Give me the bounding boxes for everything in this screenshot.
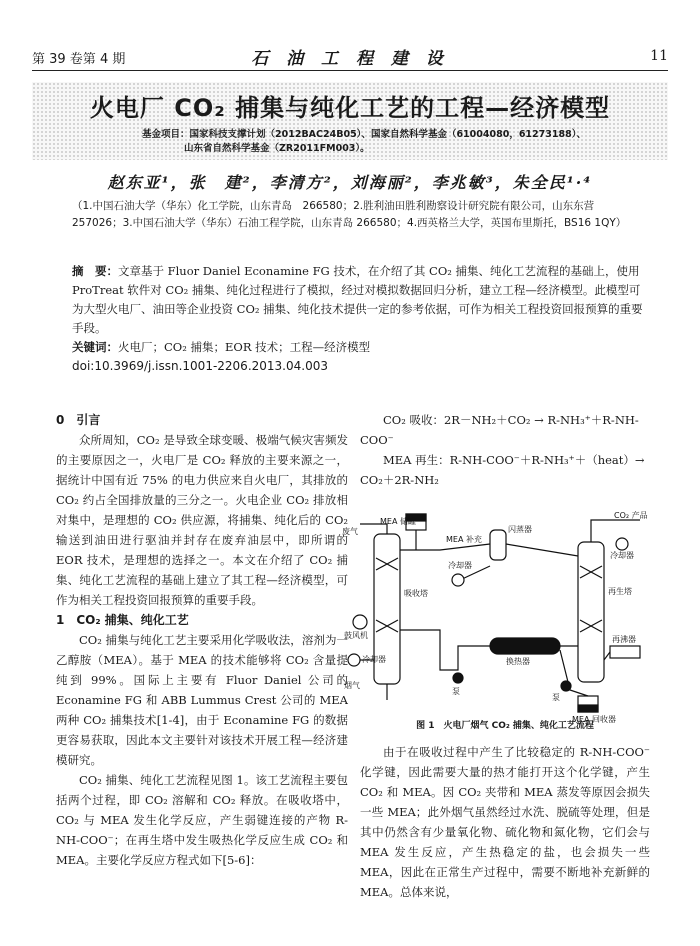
- funding-line-1: 基金项目：国家科技支撑计划（2012BAC24B05）、国家自然科学基金（61004080，61273188）、: [142, 129, 586, 140]
- regenerator-column: [578, 542, 604, 682]
- funding-line-2: 山东省自然科学基金（ZR2011FM003）。: [184, 143, 370, 154]
- affiliations: [72, 198, 650, 232]
- abstract-block: [72, 262, 648, 376]
- cooler-top: [616, 538, 628, 550]
- pump-2: [561, 681, 571, 691]
- label-co2-product: CO₂ 产品: [614, 511, 648, 520]
- equation-absorption: CO₂ 吸收：2R－NH₂＋CO₂ → R-NH₃⁺＋R-NH-COO⁻: [360, 413, 639, 447]
- page-header: [32, 44, 668, 71]
- cooler-left: [348, 654, 360, 666]
- abstract-label: 摘 要：: [72, 264, 118, 278]
- process-flow-diagram: [340, 510, 660, 725]
- label-cooler-top: 冷却器: [610, 551, 634, 560]
- journal-name: 石 油 工 程 建 设: [251, 49, 449, 69]
- affiliation-line-1: （1.中国石油大学（华东）化工学院，山东青岛 266580；2.胜利油田胜利勘察设计研究院有限公司，山东东营: [72, 200, 595, 212]
- label-pump-2: 泵: [552, 693, 560, 702]
- reboiler: [610, 646, 640, 658]
- abstract-text: 文章基于 Fluor Daniel Econamine FG 技术，在介绍了其 CO₂ 捕集、纯化工艺流程的基础上，使用 ProTreat 软件对 CO₂ 捕集、纯化过程进行了模拟，经过对模拟数据回归分析，建立工程—经济模型。此模型可为大型火电厂、油田等企业投资 CO₂ 捕集、纯化技术提供一定的参考依据，可作为相关工程投资回报预算的重要手段。: [72, 264, 643, 335]
- label-heat-exchanger: 换热器: [506, 657, 530, 666]
- section-1-paragraph-1: CO₂ 捕集与纯化工艺主要采用化学吸收法，溶剂为一乙醇胺（MEA）。基于 MEA 的技术能够将 CO₂ 含量提纯到 99%。国际上主要有 Fluor Daniel 公司的 Econamine FG 和 ABB Lummus Crest 公司的 MEA 两种 CO₂ 捕集技术[1-4]，由于 Econamine FG 的数据更容易获取，因此本文主要针对该技术开展工程—经济建模研究。: [56, 633, 348, 767]
- cooler-mid: [452, 574, 464, 586]
- title-block: [32, 82, 668, 160]
- abstract: [72, 262, 648, 338]
- keywords-label: 关键词：: [72, 340, 118, 354]
- label-cooler-left: 冷却器: [362, 655, 386, 664]
- page-number: 11: [650, 48, 668, 64]
- label-flash-tank: 闪蒸器: [508, 525, 532, 534]
- doi: doi:10.3969/j.issn.1001-2206.2013.04.003: [72, 359, 328, 373]
- journal-volume: 第 39 卷第 4 期: [32, 52, 126, 67]
- right-column-top: [360, 410, 650, 490]
- heat-exchanger: [490, 638, 560, 654]
- blower: [353, 615, 367, 629]
- label-cooler-mid: 冷却器: [448, 561, 472, 570]
- label-flue-gas: 烟气: [344, 681, 360, 690]
- keywords: [72, 338, 648, 357]
- label-mea-recovery: MEA 回收器: [572, 715, 616, 724]
- label-reboiler: 再沸器: [612, 635, 636, 644]
- label-mea-makeup: MEA 补充: [446, 535, 482, 544]
- right-paragraph: 由于在吸收过程中产生了比较稳定的 R-NH-COO⁻ 化学键，因此需要大量的热才能打开这个化学键，产生 CO₂ 和 MEA。因 CO₂ 夹带和 MEA 蒸发等原因会损失一些 MEA；此外烟气虽然经过水洗、脱硫等处理，但是其中仍然含有少量氧化物、硫化物和氮化物，它们会与 MEA 发生反应，产生热稳定的盐，也会损失一些 MEA，因此在正常生产过程中，需要不断地补充新鲜的 MEA。总体来说，: [360, 745, 650, 899]
- keywords-text: 火电厂；CO₂ 捕集；EOR 技术；工程—经济模型: [118, 340, 371, 354]
- figure-caption: 图 1 火电厂烟气 CO₂ 捕集、纯化工艺流程: [416, 721, 594, 731]
- label-blower: 鼓风机: [344, 631, 368, 640]
- label-waste-gas: 废气: [342, 527, 358, 536]
- flash-tank: [490, 530, 506, 560]
- label-absorber: 吸收塔: [404, 589, 428, 598]
- paper-title: 火电厂 CO₂ 捕集与纯化工艺的工程—经济模型: [89, 94, 611, 122]
- label-mea-tank: MEA 储罐: [380, 517, 416, 526]
- right-column-bottom: [360, 742, 650, 902]
- equation-regeneration: MEA 再生：R-NH-COO⁻＋R-NH₃⁺＋（heat）→ CO₂＋2R-NH₂: [360, 453, 645, 487]
- label-pump-1: 泵: [452, 687, 460, 696]
- intro-paragraph: 众所周知，CO₂ 是导致全球变暖、极端气候灾害频发的主要原因之一，火电厂是 CO₂ 释放的主要来源之一，据统计中国有近 75% 的电力供应来自火电厂，其排放的 CO₂ 约占全国排放量的三分之一。火电企业 CO₂ 排放相对集中，是理想的 CO₂ 供应源，将捕集、纯化后的 CO₂ 输送到油田进行驱油并封存在废弃油层中，即所谓的 EOR 技术，是理想的选择之一。本文在介绍了 CO₂ 捕集、纯化工艺流程的基础上建立了其工程—经济模型，可作为相关工程投资回报预算的重要手段。: [56, 433, 348, 607]
- affiliation-line-2: 257026；3.中国石油大学（华东）石油工程学院，山东青岛 266580；4.西英格兰大学，英国布里斯托，BS16 1QY）: [72, 217, 627, 229]
- label-regenerator: 再生塔: [608, 587, 632, 596]
- section-1-paragraph-2: CO₂ 捕集、纯化工艺流程见图 1。该工艺流程主要包括两个过程，即 CO₂ 溶解和 CO₂ 释放。在吸收塔中，CO₂ 与 MEA 发生化学反应，产生弱键连接的产物 R-NH-COO⁻；在再生塔中发生吸热化学反应生成 CO₂ 和 MEA。主要化学反应方程式如下[5-6]：: [56, 773, 348, 867]
- section-intro-title: 0 引言: [56, 413, 101, 427]
- section-1-title: 1 CO₂ 捕集、纯化工艺: [56, 613, 189, 627]
- left-column: [56, 410, 348, 870]
- author-list: 赵东亚¹，张 建²，李清方²，刘海丽²，李兆敏³，朱全民¹·⁴: [107, 173, 593, 192]
- funding-note: [142, 128, 586, 156]
- pump-1: [453, 673, 463, 683]
